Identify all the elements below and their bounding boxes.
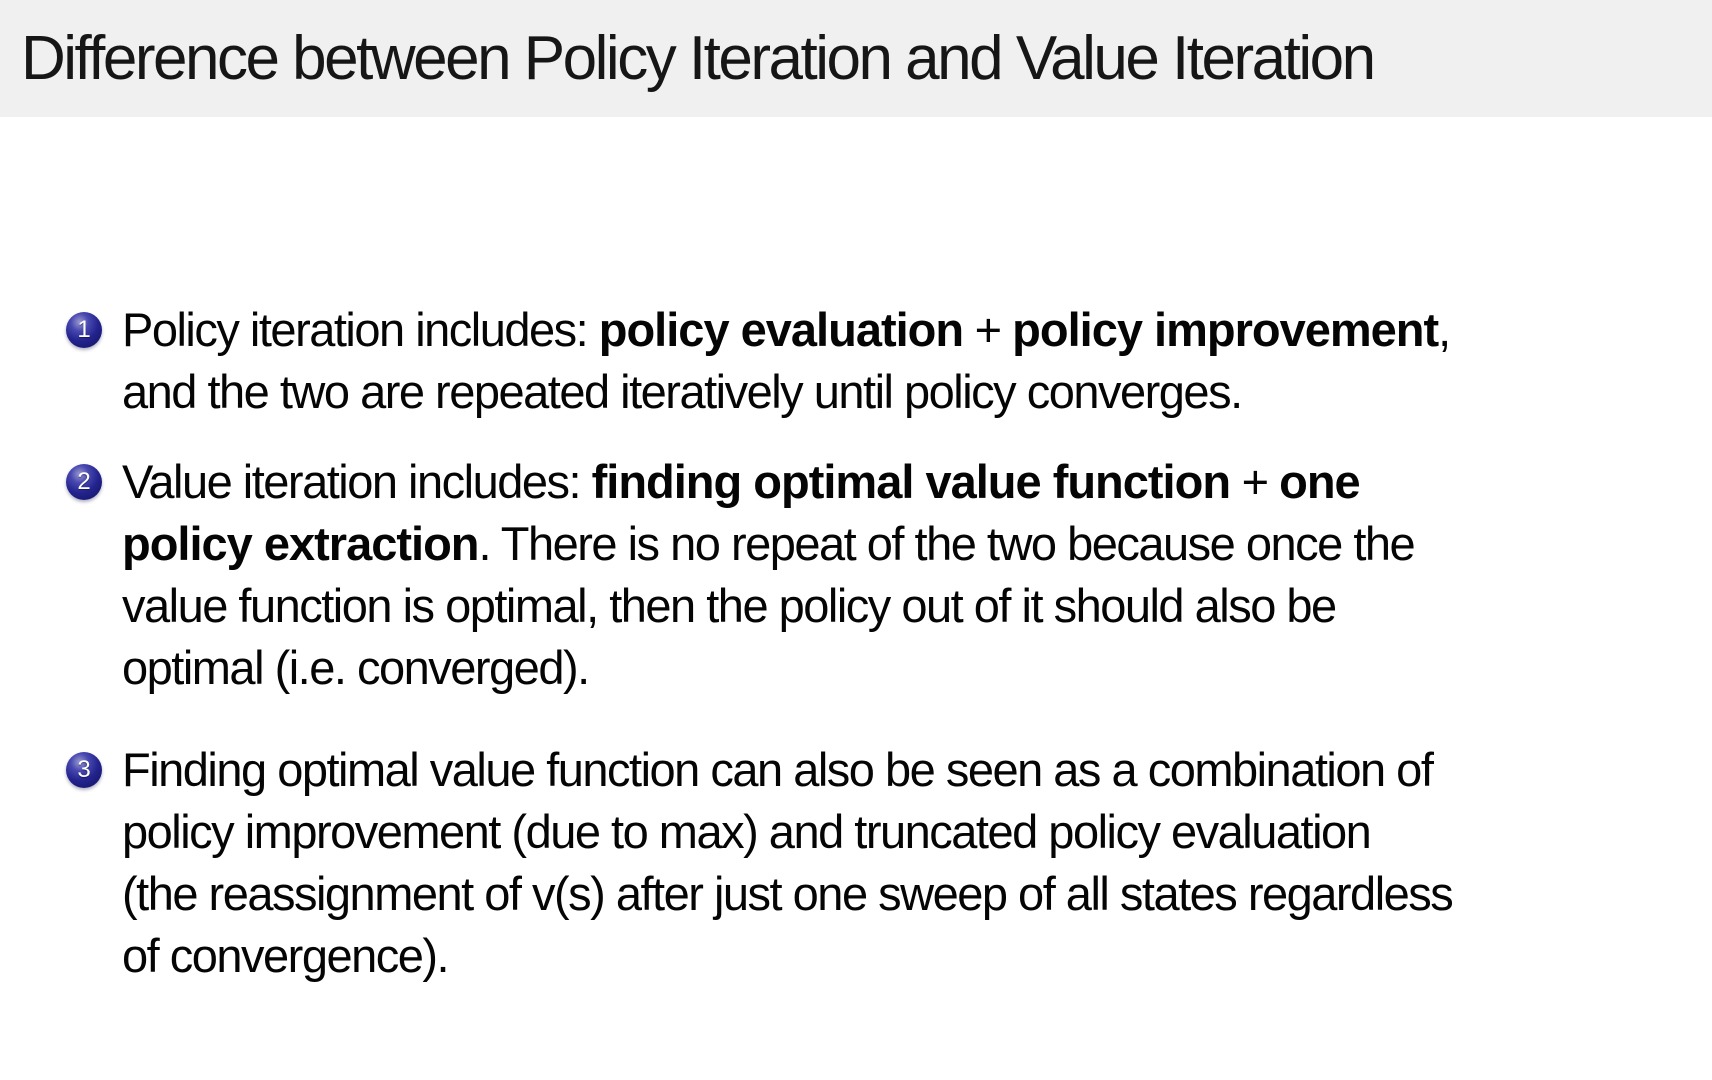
item-text-line: (the reassignment of v(s) after just one sweep of all states regardless (122, 867, 1453, 920)
item-text-line: optimal (i.e. converged). (122, 641, 589, 694)
item-text-line: value function is optimal, then the policy out of it should also be (122, 579, 1336, 632)
item-number-ball-icon: 2 (66, 464, 102, 500)
item-text-line: policy improvement (due to max) and truncated policy evaluation (122, 805, 1371, 858)
item-text-line: of convergence). (122, 929, 449, 982)
list-item (66, 299, 1712, 423)
item-text-line: Finding optimal value function can also be seen as a combination of (122, 743, 1433, 796)
list-item (66, 451, 1712, 699)
item-number-ball-icon: 3 (66, 752, 102, 788)
item-text (122, 451, 1414, 699)
list-item (66, 739, 1712, 987)
bullet-list (0, 117, 1712, 987)
item-text-line: policy extraction. There is no repeat of the two because once the (122, 517, 1415, 570)
page-title: Difference between Policy Iteration and Value Iteration (21, 24, 1374, 93)
item-number-ball-icon: 1 (66, 312, 102, 348)
item-text-line: Value iteration includes: finding optimal value function + one (122, 455, 1360, 508)
item-text (122, 299, 1450, 423)
item-text-line: Policy iteration includes: policy evaluation + policy improvement, (122, 303, 1450, 356)
title-bar (0, 0, 1712, 117)
item-text-line: and the two are repeated iteratively until policy converges. (122, 365, 1242, 418)
item-text (122, 739, 1452, 987)
